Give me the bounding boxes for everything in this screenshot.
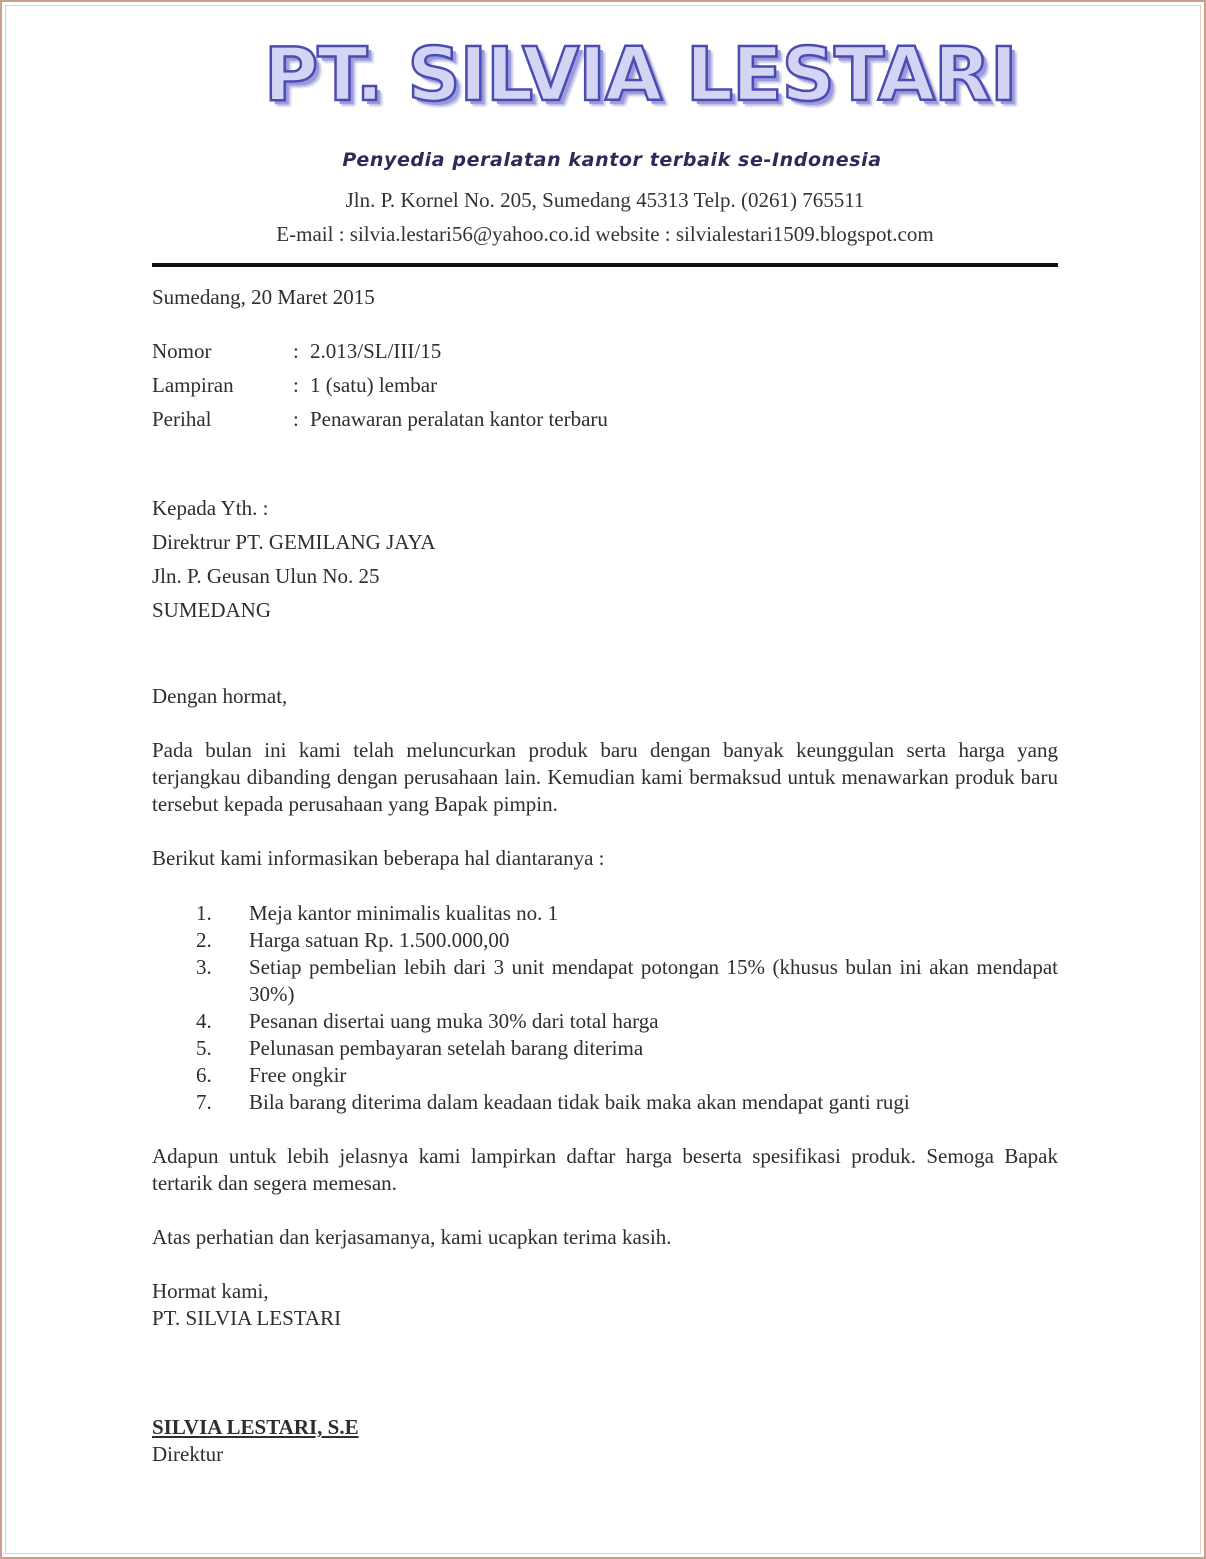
list-text: Meja kantor minimalis kualitas no. 1 xyxy=(249,901,559,925)
salutation: Dengan hormat, xyxy=(152,684,288,708)
meta-label: Perihal xyxy=(152,407,212,431)
list-number: 3. xyxy=(196,955,212,979)
meta-label: Lampiran xyxy=(152,373,234,397)
list-text: Bila barang diterima dalam keadaan tidak baik maka akan mendapat ganti rugi xyxy=(249,1090,910,1114)
body-paragraph-1: Pada bulan ini kami telah meluncurkan produk baru dengan banyak keunggulan serta harga yang terjangkau dibanding dengan perusahaan lain. Kemudian kami bermaksud untuk menawarkan produk baru tersebut kepada perusahaan yang Bapak pimpin. xyxy=(152,738,1058,816)
meta-colon: : xyxy=(293,373,299,397)
recipient-to: Kepada Yth. : xyxy=(152,496,269,520)
closing-greeting: Hormat kami, xyxy=(152,1279,269,1303)
signer-title: Direktur xyxy=(152,1442,224,1466)
list-text: Setiap pembelian lebih dari 3 unit mendapat potongan 15% (khusus bulan ini akan mendapat 30%) xyxy=(249,955,1058,1006)
closing-company: PT. SILVIA LESTARI xyxy=(152,1306,342,1330)
company-tagline: Penyedia peralatan kantor terbaik se-Indonesia xyxy=(342,149,882,171)
meta-label: Nomor xyxy=(152,339,212,363)
recipient-name: Direktrur PT. GEMILANG JAYA xyxy=(152,530,436,554)
signer-name: SILVIA LESTARI, S.E xyxy=(152,1415,359,1439)
letter-date: Sumedang, 20 Maret 2015 xyxy=(152,285,375,309)
recipient-city: SUMEDANG xyxy=(152,598,272,622)
list-intro: Berikut kami informasikan beberapa hal diantaranya : xyxy=(152,846,605,870)
list-number: 1. xyxy=(196,901,212,925)
meta-colon: : xyxy=(293,339,299,363)
list-number: 2. xyxy=(196,928,212,952)
meta-value: Penawaran peralatan kantor terbaru xyxy=(310,407,608,431)
list-number: 4. xyxy=(196,1009,212,1033)
recipient-address: Jln. P. Geusan Ulun No. 25 xyxy=(152,564,380,588)
list-text: Pesanan disertai uang muka 30% dari total harga xyxy=(249,1009,659,1033)
body-paragraph-2: Adapun untuk lebih jelasnya kami lampirkan daftar harga beserta spesifikasi produk. Semoga Bapak tertarik dan segera memesan. xyxy=(152,1144,1058,1195)
company-name: PT. SILVIA LESTARI xyxy=(264,32,1017,118)
letterhead-divider xyxy=(152,263,1058,267)
list-number: 7. xyxy=(196,1090,212,1114)
list-text: Harga satuan Rp. 1.500.000,00 xyxy=(249,928,510,952)
list-text: Free ongkir xyxy=(249,1063,347,1087)
list-number: 5. xyxy=(196,1036,212,1060)
meta-value: 1 (satu) lembar xyxy=(310,373,438,397)
list-number: 6. xyxy=(196,1063,212,1087)
company-contact: E-mail : silvia.lestari56@yahoo.co.id website : silvialestari1509.blogspot.com xyxy=(276,222,934,246)
meta-value: 2.013/SL/III/15 xyxy=(310,339,442,363)
meta-colon: : xyxy=(293,407,299,431)
list-text: Pelunasan pembayaran setelah barang diterima xyxy=(249,1036,644,1060)
body-paragraph-3: Atas perhatian dan kerjasamanya, kami ucapkan terima kasih. xyxy=(152,1225,672,1249)
company-address: Jln. P. Kornel No. 205, Sumedang 45313 Telp. (0261) 765511 xyxy=(345,188,865,212)
